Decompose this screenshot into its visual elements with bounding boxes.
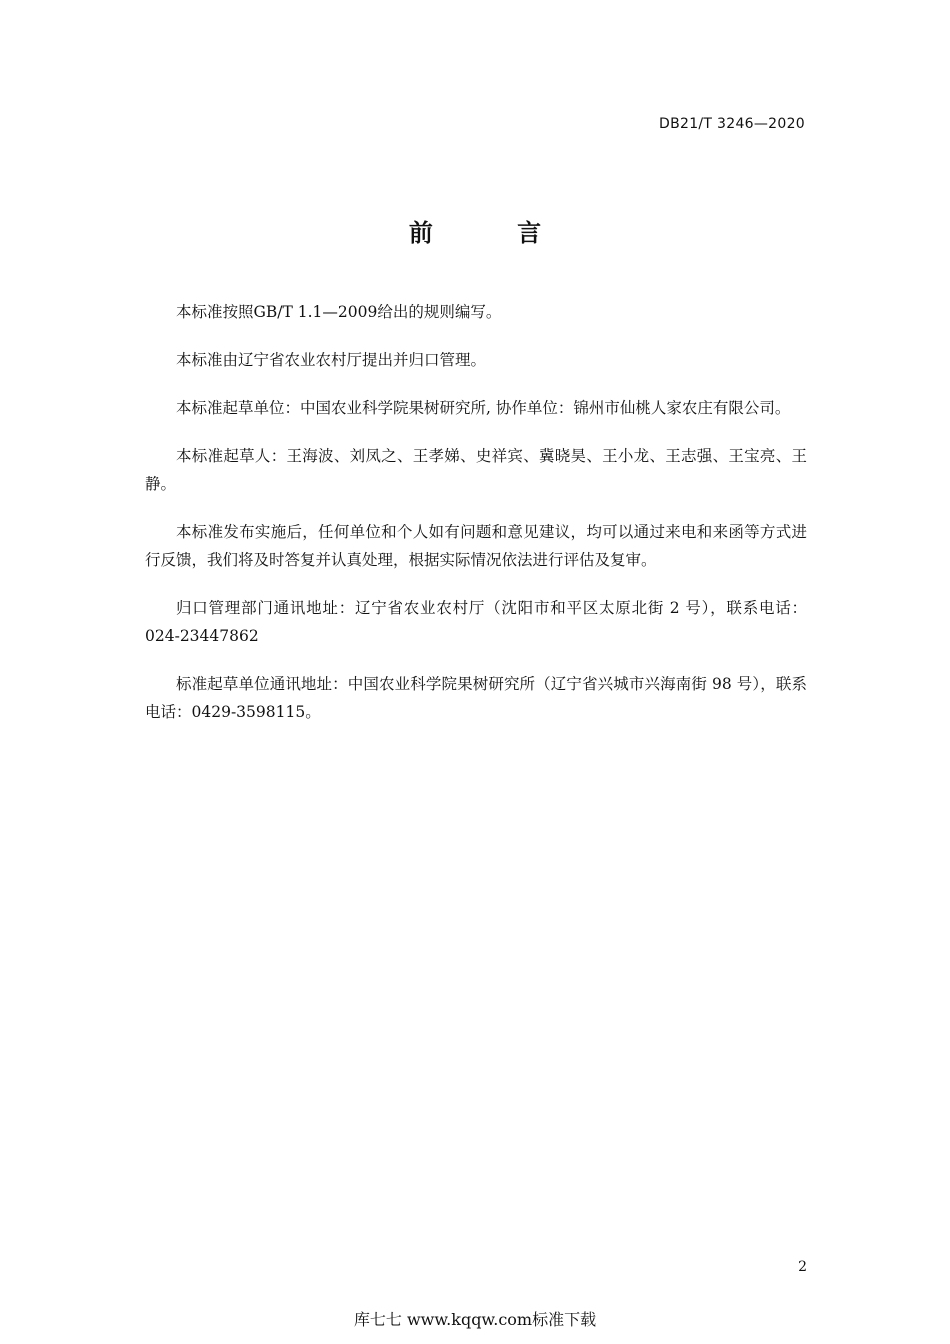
page-title: 前 言 xyxy=(408,219,580,247)
paragraph-drafter-address: 标准起草单位通讯地址：中国农业科学院果树研究所（辽宁省兴城市兴海南街 98 号），联系电话：0429-3598115。 xyxy=(145,675,807,721)
paragraph-drafting-units: 本标准起草单位：中国农业科学院果树研究所, 协作单位：锦州市仙桃人家农庄有限公司。 xyxy=(176,399,791,417)
paragraph-proposer: 本标准由辽宁省农业农村厅提出并归口管理。 xyxy=(176,351,487,369)
page-number: 2 xyxy=(798,1259,807,1275)
paragraph-admin-address: 归口管理部门通讯地址：辽宁省农业农村厅（沈阳市和平区太原北街 2 号），联系电话：024-23447862 xyxy=(145,599,807,645)
paragraph-drafters: 本标准起草人：王海波、刘凤之、王孝娣、史祥宾、冀晓昊、王小龙、王志强、王宝亮、王静。 xyxy=(145,447,807,493)
footer-watermark: 库七七 www.kqqw.com标准下载 xyxy=(353,1310,597,1329)
paragraph-drafting-rules: 本标准按照GB/T 1.1—2009给出的规则编写。 xyxy=(176,303,502,321)
preface-body xyxy=(145,298,807,746)
standard-number: DB21/T 3246—2020 xyxy=(659,116,805,132)
paragraph-feedback: 本标准发布实施后，任何单位和个人如有问题和意见建议，均可以通过来电和来函等方式进行反馈，我们将及时答复并认真处理，根据实际情况依法进行评估及复审。 xyxy=(145,523,807,569)
